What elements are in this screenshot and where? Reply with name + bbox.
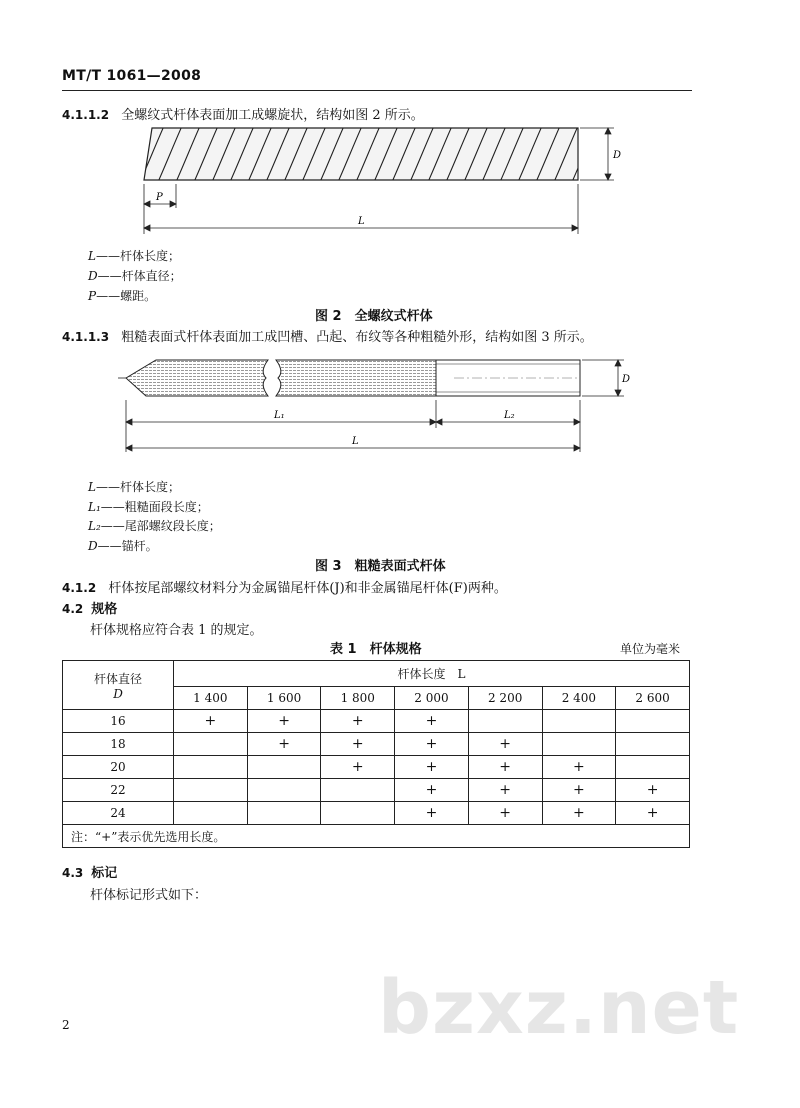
table-row: 22 + + + + [63, 779, 690, 802]
rough-section [118, 360, 436, 396]
table-1-caption: 表 1 杆体规格 [330, 642, 422, 657]
section-4-2-heading: 4.2 规格 [62, 602, 118, 617]
paragraph-4-1-2 [62, 577, 507, 596]
legend-item: D——锚杆。 [88, 539, 158, 553]
legend-item: L₁——粗糙面段长度； [88, 500, 209, 514]
watermark: bzxz.net [378, 965, 740, 1051]
table-column-header: 1 400 [174, 687, 248, 710]
table-column-header: 2 600 [616, 687, 690, 710]
paragraph-4-3: 杆体标记形式如下： [90, 888, 208, 903]
label-L2: L₂ [504, 410, 515, 421]
table-row: 18 + + + + [63, 733, 690, 756]
table-column-header: 2 400 [542, 687, 616, 710]
legend-item: P——螺距。 [88, 289, 157, 303]
table-header-diameter: 杆体直径 D [63, 661, 174, 710]
table-column-header: 1 800 [321, 687, 395, 710]
label-D: D [622, 374, 631, 385]
threaded-rod-body [140, 126, 596, 182]
figure-3-rough-surface-rod [118, 348, 638, 456]
label-L: L [358, 216, 365, 227]
paragraph-text: 全螺纹式杆体表面加工成螺旋状，结构如图 2 所示。 [121, 108, 424, 123]
section-number: 4.1.1.3 [62, 330, 110, 344]
paragraph-text: 粗糙表面式杆体表面加工成凹槽、凸起、布纹等各种粗糙外形，结构如图 3 所示。 [121, 330, 593, 345]
section-number: 4.1.2 [62, 581, 97, 595]
label-P: P [156, 192, 163, 203]
figure-2-full-thread-rod [120, 124, 620, 236]
legend-item: L——杆体长度； [88, 249, 180, 263]
paragraph-4-2: 杆体规格应符合表 1 的规定。 [90, 623, 263, 638]
paragraph-text: 杆体按尾部螺纹材料分为金属锚尾杆体(J)和非金属锚尾杆体(F)两种。 [108, 581, 507, 596]
table-1 [62, 660, 690, 848]
header-rule [62, 90, 692, 91]
label-D: D [613, 150, 622, 161]
table-note: 注：“+”表示优先选用长度。 [63, 825, 690, 848]
table-header-length: 杆体长度 L [174, 661, 690, 687]
legend-item: D——杆体直径； [88, 269, 182, 283]
table-column-header: 1 600 [247, 687, 321, 710]
thread-section [436, 360, 580, 396]
table-row: 20 + + + + [63, 756, 690, 779]
table-column-header: 2 200 [468, 687, 542, 710]
paragraph-4-1-1-3 [62, 326, 593, 345]
table-unit: 单位为毫米 [620, 642, 681, 656]
table-column-header: 2 000 [395, 687, 469, 710]
figure-2-caption: 图 2 全螺纹式杆体 [315, 309, 433, 324]
table-row: 16 + + + + [63, 710, 690, 733]
table-row: 24 + + + + [63, 802, 690, 825]
document-code: MT/T 1061—2008 [62, 68, 202, 84]
paragraph-4-1-1-2 [62, 104, 424, 123]
section-4-3-heading: 4.3 标记 [62, 866, 118, 881]
label-L1: L₁ [274, 410, 285, 421]
legend-item: L——杆体长度； [88, 480, 180, 494]
legend-item: L₂——尾部螺纹段长度； [88, 519, 221, 533]
page-number: 2 [62, 1018, 70, 1032]
figure-3-caption: 图 3 粗糙表面式杆体 [315, 559, 446, 574]
section-number: 4.1.1.2 [62, 108, 110, 122]
label-L: L [352, 436, 359, 447]
